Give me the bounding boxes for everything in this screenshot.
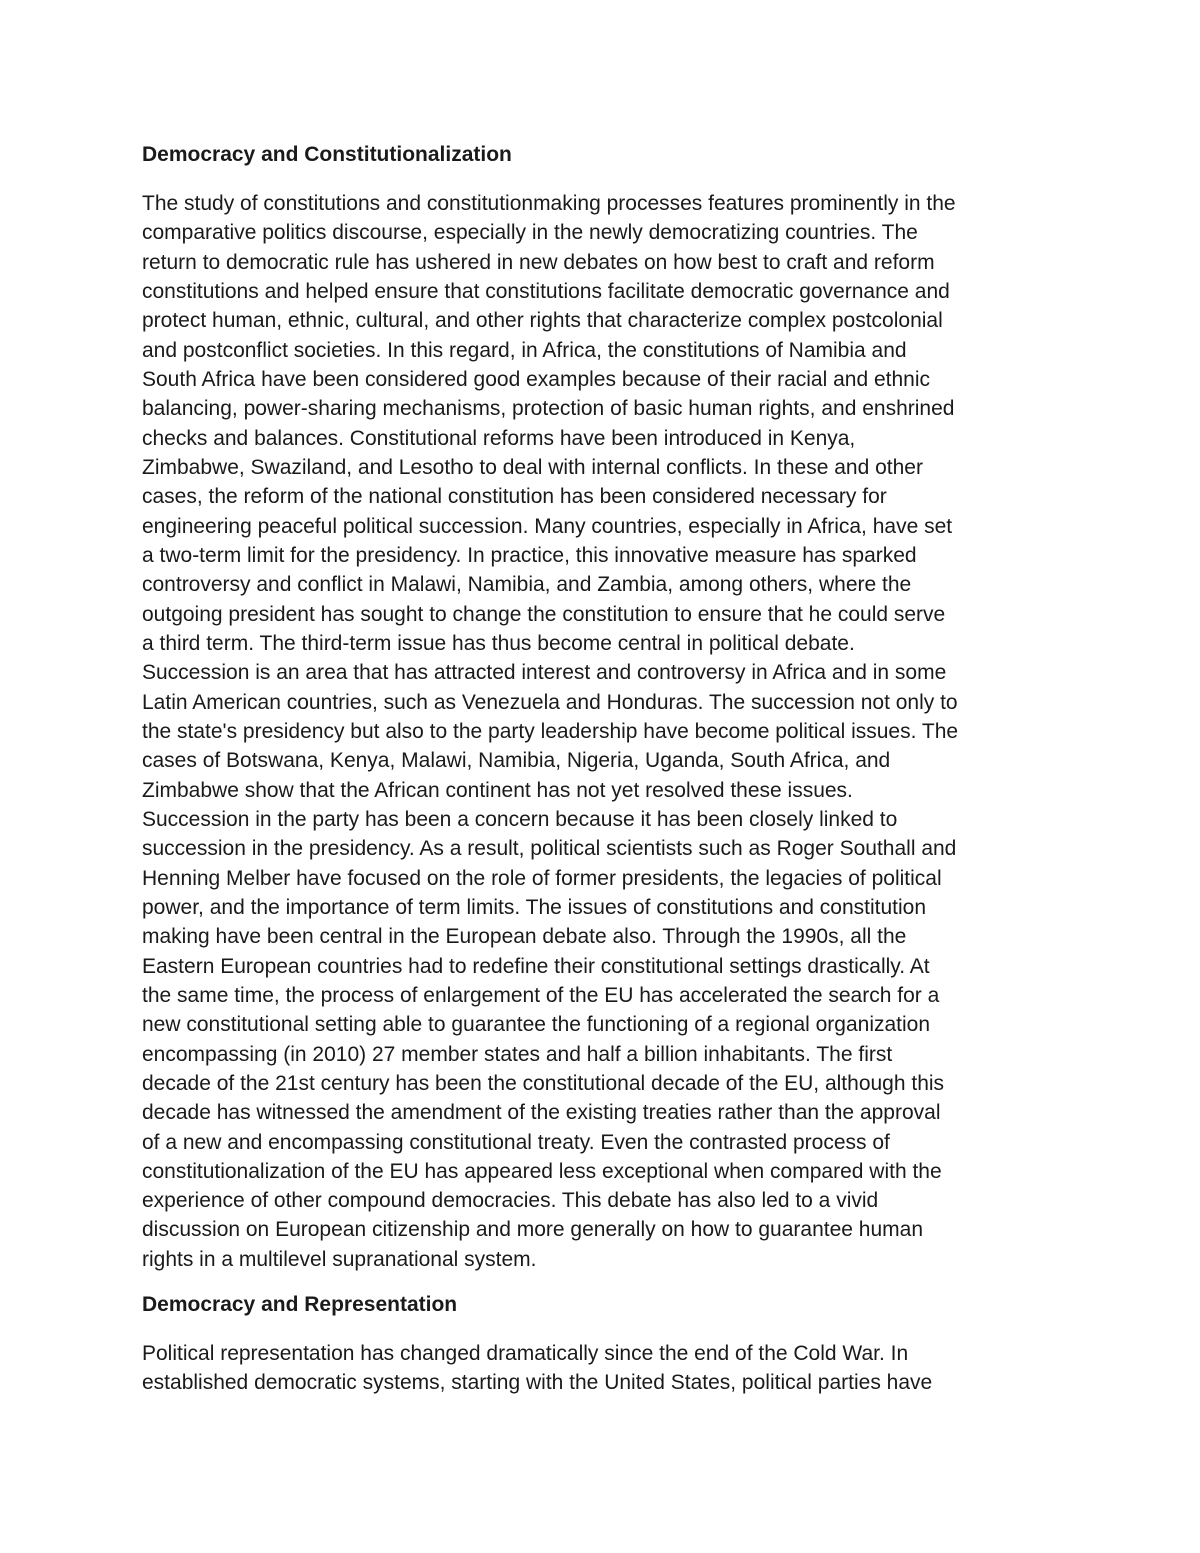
text-line: making have been central in the European debate also. Through the 1990s, all the xyxy=(142,925,907,949)
text-line: new constitutional setting able to guarantee the functioning of a regional organization xyxy=(142,1013,931,1037)
text-line: outgoing president has sought to change the constitution to ensure that he could serve xyxy=(142,602,946,626)
text-line: of a new and encompassing constitutional treaty. Even the contrasted process of xyxy=(142,1130,890,1154)
text-line: Succession in the party has been a concern because it has been closely linked to xyxy=(142,807,898,831)
section-heading: Democracy and Representation xyxy=(142,1293,458,1317)
text-line: constitutions and helped ensure that constitutions facilitate democratic governance and xyxy=(142,279,950,303)
text-line: rights in a multilevel supranational system. xyxy=(142,1247,537,1271)
section-constitutionalization xyxy=(142,140,1068,1274)
text-line: The study of constitutions and constitutionmaking processes features prominently in the xyxy=(142,192,956,215)
document-page xyxy=(142,140,1068,1398)
text-line: and postconflict societies. In this regard, in Africa, the constitutions of Namibia and xyxy=(142,338,907,362)
text-line: established democratic systems, starting with the United States, political parties have xyxy=(142,1371,933,1395)
text-line: encompassing (in 2010) 27 member states and half a billion inhabitants. The first xyxy=(142,1042,893,1066)
text-line: decade of the 21st century has been the constitutional decade of the EU, although this xyxy=(142,1071,945,1095)
section-representation xyxy=(142,1290,1068,1398)
text-line: cases of Botswana, Kenya, Malawi, Namibia, Nigeria, Uganda, South Africa, and xyxy=(142,749,891,773)
section-paragraph xyxy=(142,189,1068,1274)
text-line: Zimbabwe, Swaziland, and Lesotho to deal with internal conflicts. In these and other xyxy=(142,455,923,479)
text-line: return to democratic rule has ushered in new debates on how best to craft and reform xyxy=(142,250,935,274)
text-line: a two-term limit for the presidency. In practice, this innovative measure has sparked xyxy=(142,543,917,567)
text-line: the state's presidency but also to the party leadership have become political issues. The xyxy=(142,719,959,743)
text-line: a third term. The third-term issue has thus become central in political debate. xyxy=(142,631,855,655)
text-line: Eastern European countries had to redefine their constitutional settings drastically. At xyxy=(142,954,930,978)
text-line: Zimbabwe show that the African continent has not yet resolved these issues. xyxy=(142,778,853,802)
text-line: succession in the presidency. As a result, political scientists such as Roger Southall and xyxy=(142,837,957,861)
section-heading: Democracy and Constitutionalization xyxy=(142,143,512,166)
text-line: constitutionalization of the EU has appeared less exceptional when compared with the xyxy=(142,1159,942,1183)
text-line: decade has witnessed the amendment of the existing treaties rather than the approval xyxy=(142,1101,941,1125)
text-line: Henning Melber have focused on the role of former presidents, the legacies of political xyxy=(142,866,942,890)
text-line: experience of other compound democracies. This debate has also led to a vivid xyxy=(142,1189,879,1213)
text-line: checks and balances. Constitutional reforms have been introduced in Kenya, xyxy=(142,426,856,450)
text-line: Succession is an area that has attracted interest and controversy in Africa and in some xyxy=(142,661,947,685)
text-line: protect human, ethnic, cultural, and other rights that characterize complex postcolonial xyxy=(142,309,943,333)
section-paragraph xyxy=(142,1339,1068,1398)
text-line: engineering peaceful political succession. Many countries, especially in Africa, have set xyxy=(142,514,953,538)
text-line: power, and the importance of term limits. The issues of constitutions and constitution xyxy=(142,895,927,919)
text-line: comparative politics discourse, especially in the newly democratizing countries. The xyxy=(142,221,918,245)
text-line: discussion on European citizenship and more generally on how to guarantee human xyxy=(142,1218,923,1242)
text-line: controversy and conflict in Malawi, Namibia, and Zambia, among others, where the xyxy=(142,573,912,597)
text-line: Political representation has changed dramatically since the end of the Cold War. In xyxy=(142,1342,909,1366)
text-line: South Africa have been considered good examples because of their racial and ethnic xyxy=(142,367,931,391)
text-line: balancing, power-sharing mechanisms, protection of basic human rights, and enshrined xyxy=(142,397,955,421)
text-line: the same time, the process of enlargement of the EU has accelerated the search for a xyxy=(142,983,940,1007)
text-line: cases, the reform of the national constitution has been considered necessary for xyxy=(142,485,887,509)
text-line: Latin American countries, such as Venezuela and Honduras. The succession not only to xyxy=(142,690,958,714)
